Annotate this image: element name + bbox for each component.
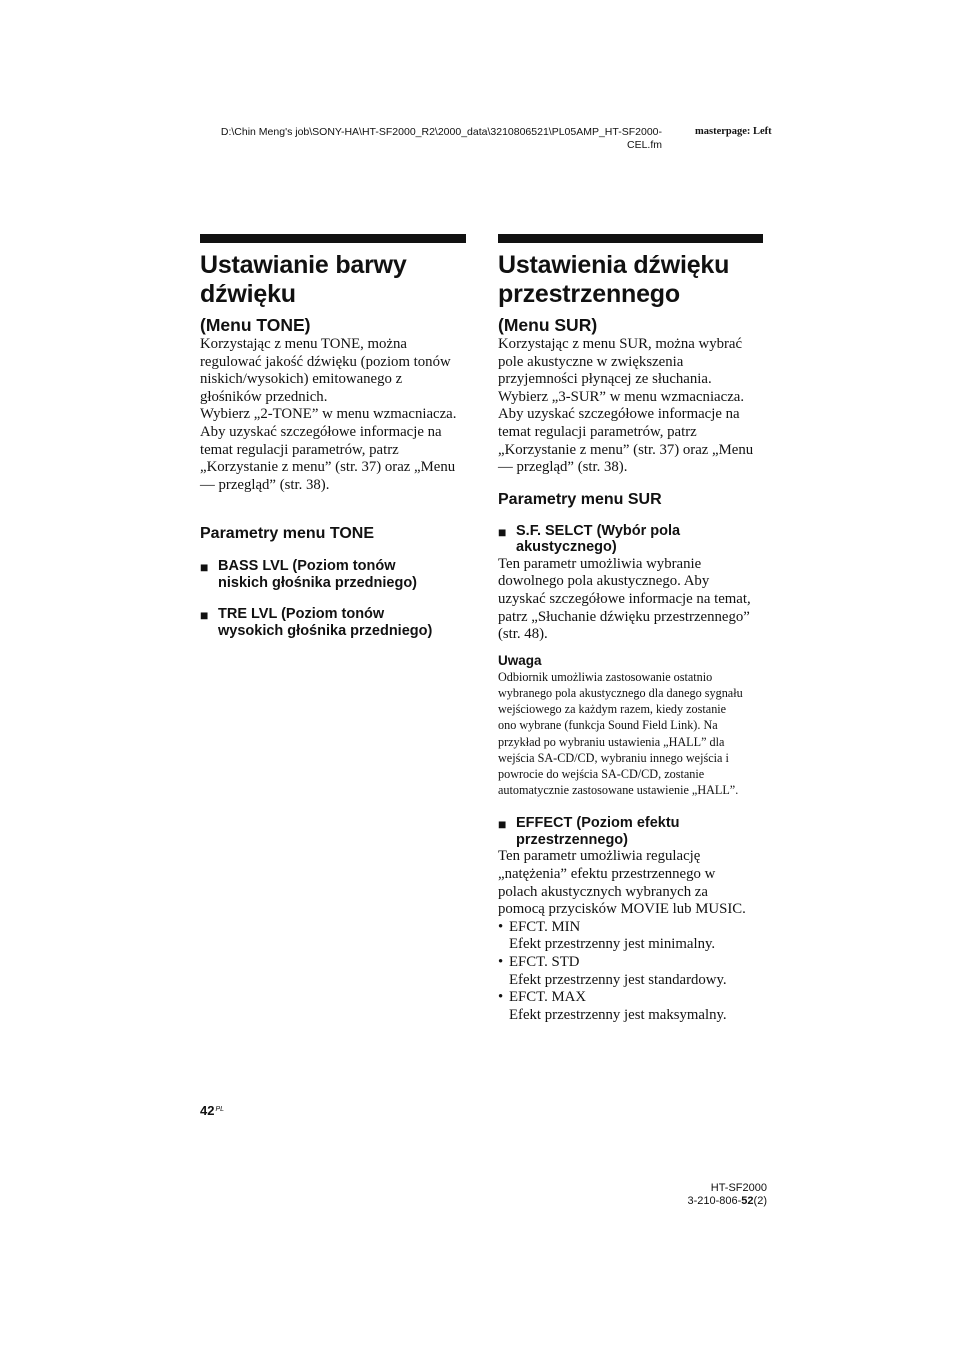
- section-rule: [498, 234, 763, 243]
- square-bullet-icon: ■: [200, 559, 209, 576]
- section-rule: [200, 234, 466, 243]
- note-title: Uwaga: [498, 652, 542, 668]
- square-bullet-icon: ■: [200, 607, 209, 624]
- footer-model-code: [687, 1182, 767, 1208]
- effect-item: ■ EFFECT (Poziom efektu przestrzennego): [498, 815, 680, 848]
- bass-lvl-item: ■ BASS LVL (Poziom tonów niskich głośnika przedniego): [200, 558, 418, 591]
- right-intro: Korzystając z menu SUR, można wybrać pole akustyczne w zwiększenia przyjemności płynącej ze słuchania. Wybierz „3-SUR” w menu wzmacniacza. Aby uzyskać szczegółowe informacje na temat regulacji parametrów, patrz „Korzystanie z menu” (str. 37) oraz „Menu — przegląd” (str. 38).: [498, 336, 754, 476]
- left-column: [200, 234, 466, 639]
- effect-option-max: • EFCT. MAX Efekt przestrzenny jest maksymalny.: [498, 989, 727, 1023]
- sf-selct-item: ■ S.F. SELCT (Wybór pola akustycznego): [498, 522, 681, 556]
- page-language: PL: [215, 1106, 225, 1113]
- right-subtitle: (Menu SUR): [498, 315, 598, 335]
- left-intro: Korzystając z menu TONE, można regulować jakość dźwięku (poziom tonów niskich/wysokich) emitowanego z głośników przednich. Wybierz „2-TONE” w menu wzmacniacza. Aby uzyskać szczegółowe informacje na temat regulacji parametrów, patrz „Korzystanie z menu” (str. 37) oraz „Menu — przegląd” (str. 38).: [200, 336, 457, 493]
- square-bullet-icon: ■: [498, 816, 507, 833]
- effect-description: Ten parametr umożliwia regulację „natężenia” efektu przestrzennego w polach akustycznych wybranych za pomocą przycisków MOVIE lub MUSIC.: [498, 848, 746, 918]
- square-bullet-icon: ■: [498, 523, 507, 540]
- masterpage-label: masterpage: Left: [695, 126, 772, 137]
- file-path-line-1: D:\Chin Meng's job\SONY-HA\HT-SF2000_R2\2000_data\3210806521\PL05AMP_HT-SF2000-: [220, 126, 662, 138]
- file-path-header: [190, 126, 662, 152]
- left-subtitle: (Menu TONE): [200, 315, 311, 335]
- footer-model: HT-SF2000: [710, 1182, 767, 1194]
- footer-code: 3-210-806-52(2): [687, 1195, 767, 1207]
- bullet-icon: •: [498, 989, 504, 1006]
- note-text: Odbiornik umożliwia zastosowanie ostatnio wybranego pola akustycznego dla danego sygnału wejściowego za każdym razem, kiedy zostanie ono wybrane (funkcja Sound Field Link). Na przykład po wybraniu ustawienia „HALL” dla wejścia SA-CD/CD, wybraniu innego wejścia i powrocie do wejścia SA-CD/CD, zostanie automatycznie zastosowane ustawienie „HALL”.: [498, 669, 743, 798]
- effect-option-min: • EFCT. MIN Efekt przestrzenny jest minimalny.: [498, 918, 716, 953]
- file-path-line-2: CEL.fm: [626, 139, 662, 151]
- sf-selct-description: Ten parametr umożliwia wybranie dowolnego pola akustycznego. Aby uzyskać szczegółowe informacje na temat, patrz „Słuchanie dźwięku przestrzennego” (str. 48).: [498, 555, 751, 643]
- left-title: Ustawianie barwy dźwięku: [200, 251, 407, 308]
- right-column: [498, 234, 763, 1024]
- right-title: Ustawienia dźwięku przestrzennego: [498, 251, 730, 308]
- bullet-icon: •: [498, 918, 504, 935]
- effect-option-std: • EFCT. STD Efekt przestrzenny jest standardowy.: [498, 953, 727, 988]
- left-params-heading: Parametry menu TONE: [200, 525, 374, 543]
- tre-lvl-item: ■ TRE LVL (Poziom tonów wysokich głośnika przedniego): [200, 606, 433, 639]
- page-number: $42^{PL}$: [200, 1103, 225, 1118]
- right-params-heading: Parametry menu SUR: [498, 490, 662, 508]
- bullet-icon: •: [498, 953, 504, 970]
